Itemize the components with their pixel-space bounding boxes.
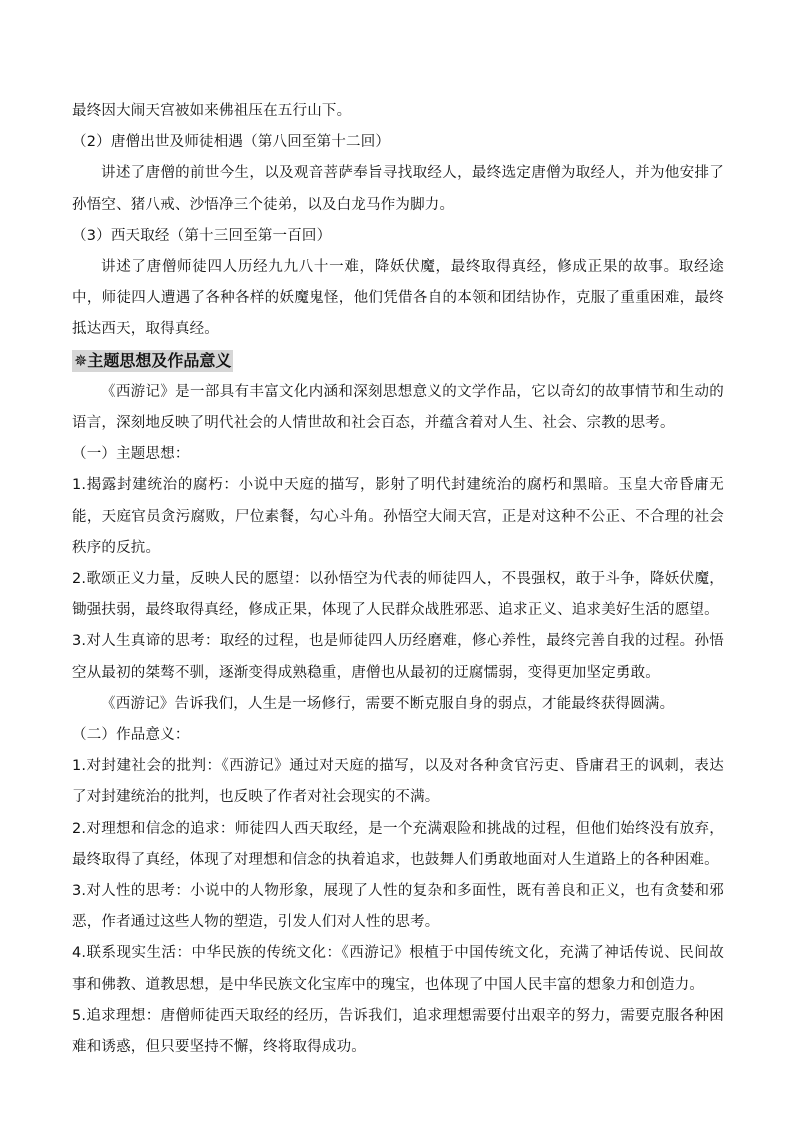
theme-item-2: 2.歌颂正义力量，反映人民的愿望：以孙悟空为代表的师徒四人，不畏强权，敢于斗争，降妖伏魔，锄强扶弱，最终取得真经，修成正果，体现了人民群众战胜邪恶、追求正义、追求美好生活的愿望。 bbox=[72, 571, 724, 619]
paragraph-journey-west: 讲述了唐僧师徒四人历经九九八十一难，降妖伏魔，最终取得真经，修成正果的故事。取经途中，师徒四人遭遇了各种各样的妖魔鬼怪，他们凭借各自的本领和团结协作，克服了重重困难，最终抵达西天，取得真经。 bbox=[72, 259, 724, 338]
significance-item-2: 2.对理想和信念的追求：师徒四人西天取经，是一个充满艰险和挑战的过程，但他们始终没有放弃，最终取得了真经，体现了对理想和信念的执着追求，也鼓舞人们勇敢地面对人生道路上的各种困难。 bbox=[72, 820, 724, 868]
theme-heading: （一）主题思想： bbox=[72, 446, 190, 463]
significance-item-4: 4.联系现实生活：中华民族的传统文化：《西游记》根植于中国传统文化，充满了神话传说、民间故事和佛教、道教思想，是中华民族文化宝库中的瑰宝，也体现了中国人民丰富的想象力和创造力。 bbox=[72, 945, 724, 993]
theme-item-3: 3.对人生真谛的思考：取经的过程，也是师徒四人历经磨难，修心养性，最终完善自我的过程。孙悟空从最初的桀骜不驯，逐渐变得成熟稳重，唐僧也从最初的迂腐懦弱，变得更加坚定勇敢。 bbox=[72, 633, 724, 681]
paragraph-continuation: 最终因大闹天宫被如来佛祖压在五行山下。 bbox=[72, 103, 352, 119]
paragraph-tang-seng-origin: 讲述了唐僧的前世今生，以及观音菩萨奉旨寻找取经人，最终选定唐僧为取经人，并为他安排了孙悟空、猪八戒、沙悟净三个徒弟，以及白龙马作为脚力。 bbox=[72, 165, 724, 213]
paragraph-life-lesson: 《西游记》告诉我们，人生是一场修行，需要不断克服自身的弱点，才能最终获得圆满。 bbox=[101, 695, 675, 712]
section-heading bbox=[72, 350, 233, 372]
section-heading-line bbox=[72, 346, 724, 377]
significance-item-5: 5.追求理想：唐僧师徒西天取经的经历，告诉我们，追求理想需要付出艰辛的努力，需要克服各种困难和诱惑，但只要坚持不懈，终将取得成功。 bbox=[72, 1007, 724, 1056]
paragraph-intro: 《西游记》是一部具有丰富文化内涵和深刻思想意义的文学作品，它以奇幻的故事情节和生动的语言，深刻地反映了明代社会的人情世故和社会百态，并蕴含着对人生、社会、宗教的思考。 bbox=[72, 383, 724, 432]
significance-heading: （二）作品意义： bbox=[72, 727, 190, 744]
section-heading-text: 主题思想及作品意义 bbox=[87, 351, 232, 371]
subsection-heading-3: （3）西天取经（第十三回至第一百回） bbox=[72, 227, 332, 244]
significance-item-3: 3.对人性的思考：小说中的人物形象，展现了人性的复杂和多面性，既有善良和正义，也有贪婪和邪恶，作者通过这些人物的塑造，引发人们对人性的思考。 bbox=[72, 883, 724, 931]
significance-item-1: 1.对封建社会的批判：《西游记》通过对天庭的描写，以及对各种贪官污吏、昏庸君王的讽刺，表达了对封建统治的批判，也反映了作者对社会现实的不满。 bbox=[72, 758, 724, 806]
star-bullet-icon: ✵ bbox=[74, 351, 88, 371]
theme-item-1: 1.揭露封建统治的腐朽：小说中天庭的描写，影射了明代封建统治的腐朽和黑暗。玉皇大帝昏庸无能，天庭官员贪污腐败，尸位素餐，勾心斗角。孙悟空大闹天宫，正是对这种不公正、不合理的社会秩序的反抗。 bbox=[72, 477, 724, 556]
subsection-heading-2: （2）唐僧出世及师徒相遇（第八回至第十二回） bbox=[72, 134, 391, 151]
document-body bbox=[72, 96, 724, 1063]
